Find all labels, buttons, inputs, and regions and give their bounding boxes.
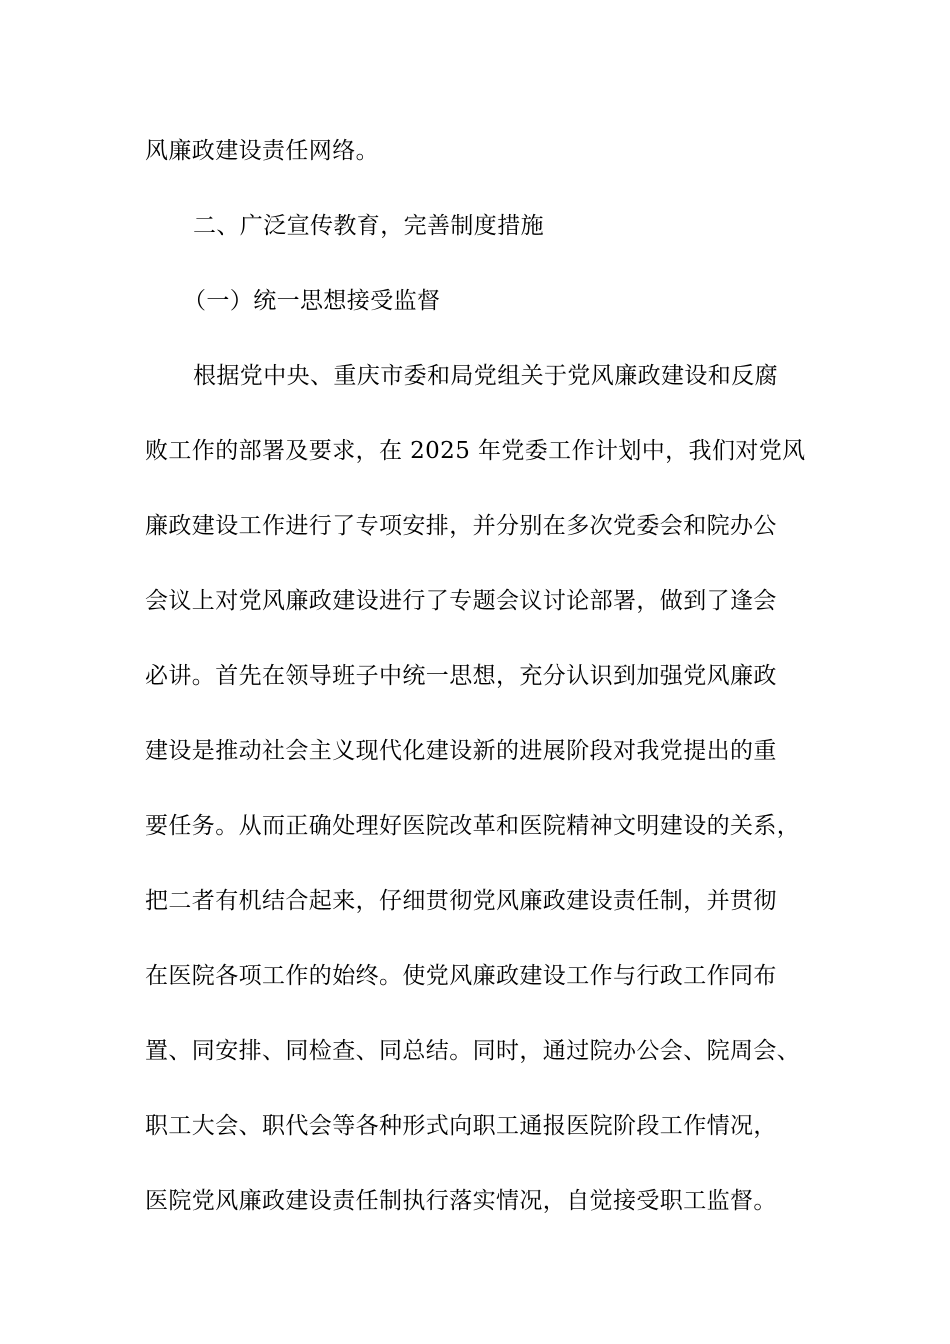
- body-line: 败工作的部署及要求，在 2025 年党委工作计划中，我们对党风: [145, 438, 806, 464]
- body-line: 必讲。首先在领导班子中统一思想，充分认识到加强党风廉政: [145, 663, 777, 689]
- body-line: 医院党风廉政建设责任制执行落实情况，自觉接受职工监督。: [145, 1188, 777, 1214]
- body-line: 置、同安排、同检查、同总结。同时，通过院办公会、院周会、: [145, 1038, 801, 1064]
- body-line: 要任务。从而正确处理好医院改革和医院精神文明建设的关系，: [145, 813, 801, 839]
- body-line: 廉政建设工作进行了专项安排，并分别在多次党委会和院办公: [145, 513, 777, 539]
- subsection-heading: （一）统一思想接受监督: [183, 288, 441, 314]
- paragraph-continuation-line: 风廉政建设责任网络。: [145, 138, 379, 164]
- section-heading: 二、广泛宣传教育，完善制度措施: [193, 213, 544, 239]
- body-line: 建设是推动社会主义现代化建设新的进展阶段对我党提出的重: [145, 738, 777, 764]
- body-line: 在医院各项工作的始终。使党风廉政建设工作与行政工作同布: [145, 963, 777, 989]
- body-line: 把二者有机结合起来，仔细贯彻党风廉政建设责任制，并贯彻: [145, 888, 777, 914]
- body-line: 职工大会、职代会等各种形式向职工通报医院阶段工作情况，: [145, 1113, 777, 1139]
- body-line: 会议上对党风廉政建设进行了专题会议讨论部署，做到了逢会: [145, 588, 777, 614]
- body-line: 根据党中央、重庆市委和局党组关于党风廉政建设和反腐: [193, 363, 778, 389]
